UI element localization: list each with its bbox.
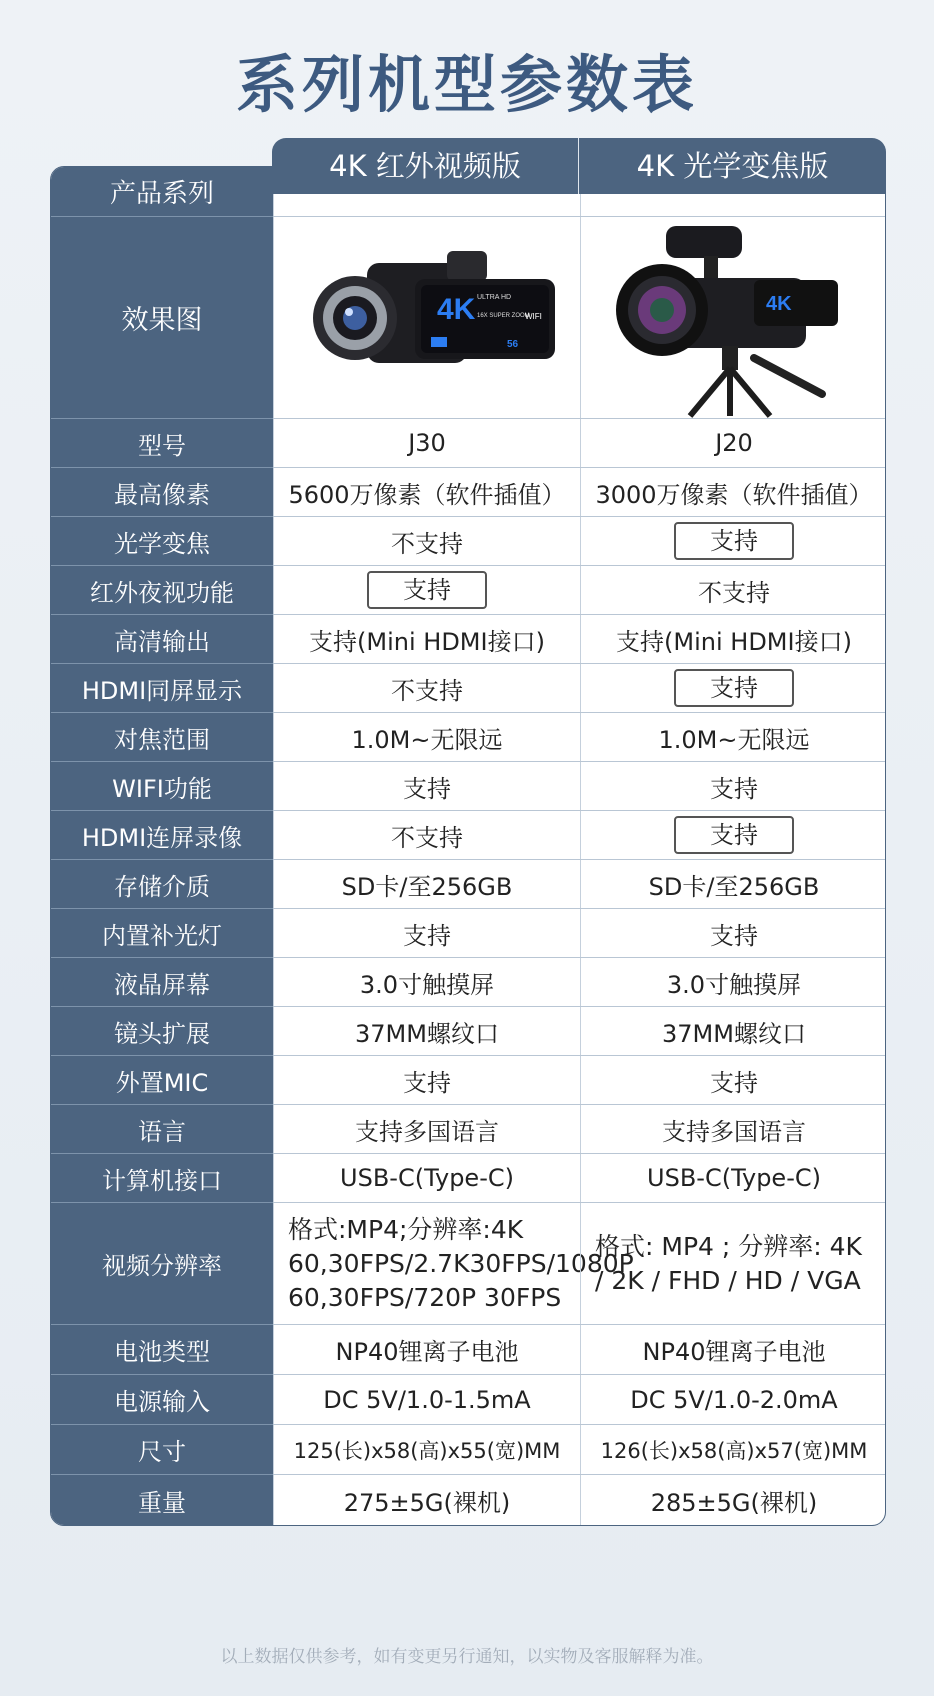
spec-value-b: 3000万像素（软件插值） xyxy=(580,468,886,516)
spec-value-a: SD卡/至256GB xyxy=(273,860,580,908)
spec-label: 液晶屏幕 xyxy=(51,958,273,1007)
spec-value-b: 3.0寸触摸屏 xyxy=(580,958,886,1006)
spec-row xyxy=(51,1056,885,1105)
image-row xyxy=(51,217,885,419)
spec-row xyxy=(51,1154,885,1203)
spec-value-a: 不支持 xyxy=(273,811,580,859)
spec-label: WIFI功能 xyxy=(51,762,273,811)
supported-badge: 支持 xyxy=(674,816,794,854)
page-title: 系列机型参数表 xyxy=(235,48,698,121)
spec-label: 光学变焦 xyxy=(51,517,273,566)
spec-value-b: 支持 xyxy=(580,909,886,957)
svg-text:ULTRA HD: ULTRA HD xyxy=(477,293,512,301)
spec-label: HDMI连屏录像 xyxy=(51,811,273,860)
spec-value-b: 285±5G(裸机) xyxy=(580,1475,886,1525)
spec-value-b: NP40锂离子电池 xyxy=(580,1325,886,1374)
column-header-a: 4K 红外视频版 xyxy=(272,138,579,194)
spec-label: 电源输入 xyxy=(51,1375,273,1425)
spec-value-a xyxy=(273,566,580,614)
spec-value-b: 1.0M~无限远 xyxy=(580,713,886,761)
spec-value-a: 支持 xyxy=(273,1056,580,1104)
spec-row xyxy=(51,860,885,909)
spec-value-b: USB-C(Type-C) xyxy=(580,1154,886,1202)
spec-label: 型号 xyxy=(51,419,273,468)
footnote: 以上数据仅供参考，如有变更另行通知，以实物及客服解释为准。 xyxy=(220,1647,714,1667)
header-label: 产品系列 xyxy=(51,167,273,217)
spec-value-b xyxy=(580,664,886,712)
spec-value-a: 1.0M~无限远 xyxy=(273,713,580,761)
spec-row xyxy=(51,419,885,468)
camcorder-b-illustration xyxy=(604,218,864,418)
spec-row xyxy=(51,664,885,713)
supported-badge: 支持 xyxy=(674,669,794,707)
spec-value-a: 不支持 xyxy=(273,517,580,565)
svg-text:16X SUPER ZOOM: 16X SUPER ZOOM xyxy=(477,312,530,319)
spec-value-a: 5600万像素（软件插值） xyxy=(273,468,580,516)
spec-label: 对焦范围 xyxy=(51,713,273,762)
spec-label: 外置MIC xyxy=(51,1056,273,1105)
spec-label: 电池类型 xyxy=(51,1325,273,1375)
spec-value-a: 支持 xyxy=(273,909,580,957)
spec-label: 计算机接口 xyxy=(51,1154,273,1203)
spec-row xyxy=(51,1007,885,1056)
spec-label: 最高像素 xyxy=(51,468,273,517)
camcorder-a-illustration xyxy=(297,223,557,413)
spec-value-b: 37MM螺纹口 xyxy=(580,1007,886,1055)
spec-row xyxy=(51,468,885,517)
spec-row xyxy=(51,1105,885,1154)
spec-label: 镜头扩展 xyxy=(51,1007,273,1056)
camera-b-image xyxy=(580,217,886,418)
spec-value-b: J20 xyxy=(580,419,886,467)
spec-row xyxy=(51,566,885,615)
spec-row xyxy=(51,713,885,762)
spec-value-a: 不支持 xyxy=(273,664,580,712)
screen-b-big: 4K xyxy=(766,292,792,315)
spec-value-b: 支持 xyxy=(580,1056,886,1104)
spec-value-b: DC 5V/1.0-2.0mA xyxy=(580,1375,886,1424)
spec-value-a: DC 5V/1.0-1.5mA xyxy=(273,1375,580,1424)
spec-value-a: 125(长)x58(高)x55(宽)MM xyxy=(273,1425,580,1474)
svg-text:WIFI: WIFI xyxy=(525,311,542,321)
column-header-b: 4K 光学变焦版 xyxy=(579,138,886,194)
spec-row xyxy=(51,762,885,811)
spec-label: 红外夜视功能 xyxy=(51,566,273,615)
spec-row xyxy=(51,615,885,664)
spec-value-b: 格式: MP4 ; 分辨率: 4K / 2K / FHD / HD / VGA xyxy=(580,1203,886,1324)
spec-value-a: USB-C(Type-C) xyxy=(273,1154,580,1202)
image-row-label: 效果图 xyxy=(51,217,273,419)
spec-value-a: J30 xyxy=(273,419,580,467)
spec-row xyxy=(51,1325,885,1375)
spec-value-b: 支持 xyxy=(580,762,886,810)
camera-a-image xyxy=(273,217,580,418)
spec-value-a: 格式:MP4;分辨率:4K 60,30FPS/2.7K30FPS/1080P 60,30FPS/720P 30FPS xyxy=(273,1203,580,1324)
spec-row xyxy=(51,909,885,958)
spec-value-a: 37MM螺纹口 xyxy=(273,1007,580,1055)
spec-row xyxy=(51,1375,885,1425)
spec-value-b: SD卡/至256GB xyxy=(580,860,886,908)
spec-row xyxy=(51,1475,885,1525)
spec-row xyxy=(51,811,885,860)
spec-value-a: NP40锂离子电池 xyxy=(273,1325,580,1374)
svg-text:56: 56 xyxy=(507,338,519,350)
spec-label: HDMI同屏显示 xyxy=(51,664,273,713)
supported-badge: 支持 xyxy=(674,522,794,560)
spec-value-b: 126(长)x58(高)x57(宽)MM xyxy=(580,1425,886,1474)
spec-table-body xyxy=(50,166,886,1526)
spec-value-a: 支持 xyxy=(273,762,580,810)
spec-label: 高清输出 xyxy=(51,615,273,664)
spec-value-a: 275±5G(裸机) xyxy=(273,1475,580,1525)
spec-value-b: 支持(Mini HDMI接口) xyxy=(580,615,886,663)
spec-value-b xyxy=(580,811,886,859)
spec-label: 尺寸 xyxy=(51,1425,273,1475)
spec-row xyxy=(51,958,885,1007)
spec-value-a: 3.0寸触摸屏 xyxy=(273,958,580,1006)
spec-label: 重量 xyxy=(51,1475,273,1526)
spec-value-b: 不支持 xyxy=(580,566,886,614)
spec-value-a: 支持(Mini HDMI接口) xyxy=(273,615,580,663)
screen-a-big: 4K xyxy=(437,292,476,326)
spec-row xyxy=(51,1203,885,1325)
supported-badge: 支持 xyxy=(367,571,487,609)
spec-value-b xyxy=(580,517,886,565)
spec-label: 视频分辨率 xyxy=(51,1203,273,1325)
spec-value-b: 支持多国语言 xyxy=(580,1105,886,1153)
spec-label: 存储介质 xyxy=(51,860,273,909)
spec-label: 内置补光灯 xyxy=(51,909,273,958)
spec-row xyxy=(51,517,885,566)
spec-row xyxy=(51,1425,885,1475)
spec-value-a: 支持多国语言 xyxy=(273,1105,580,1153)
spec-label: 语言 xyxy=(51,1105,273,1154)
